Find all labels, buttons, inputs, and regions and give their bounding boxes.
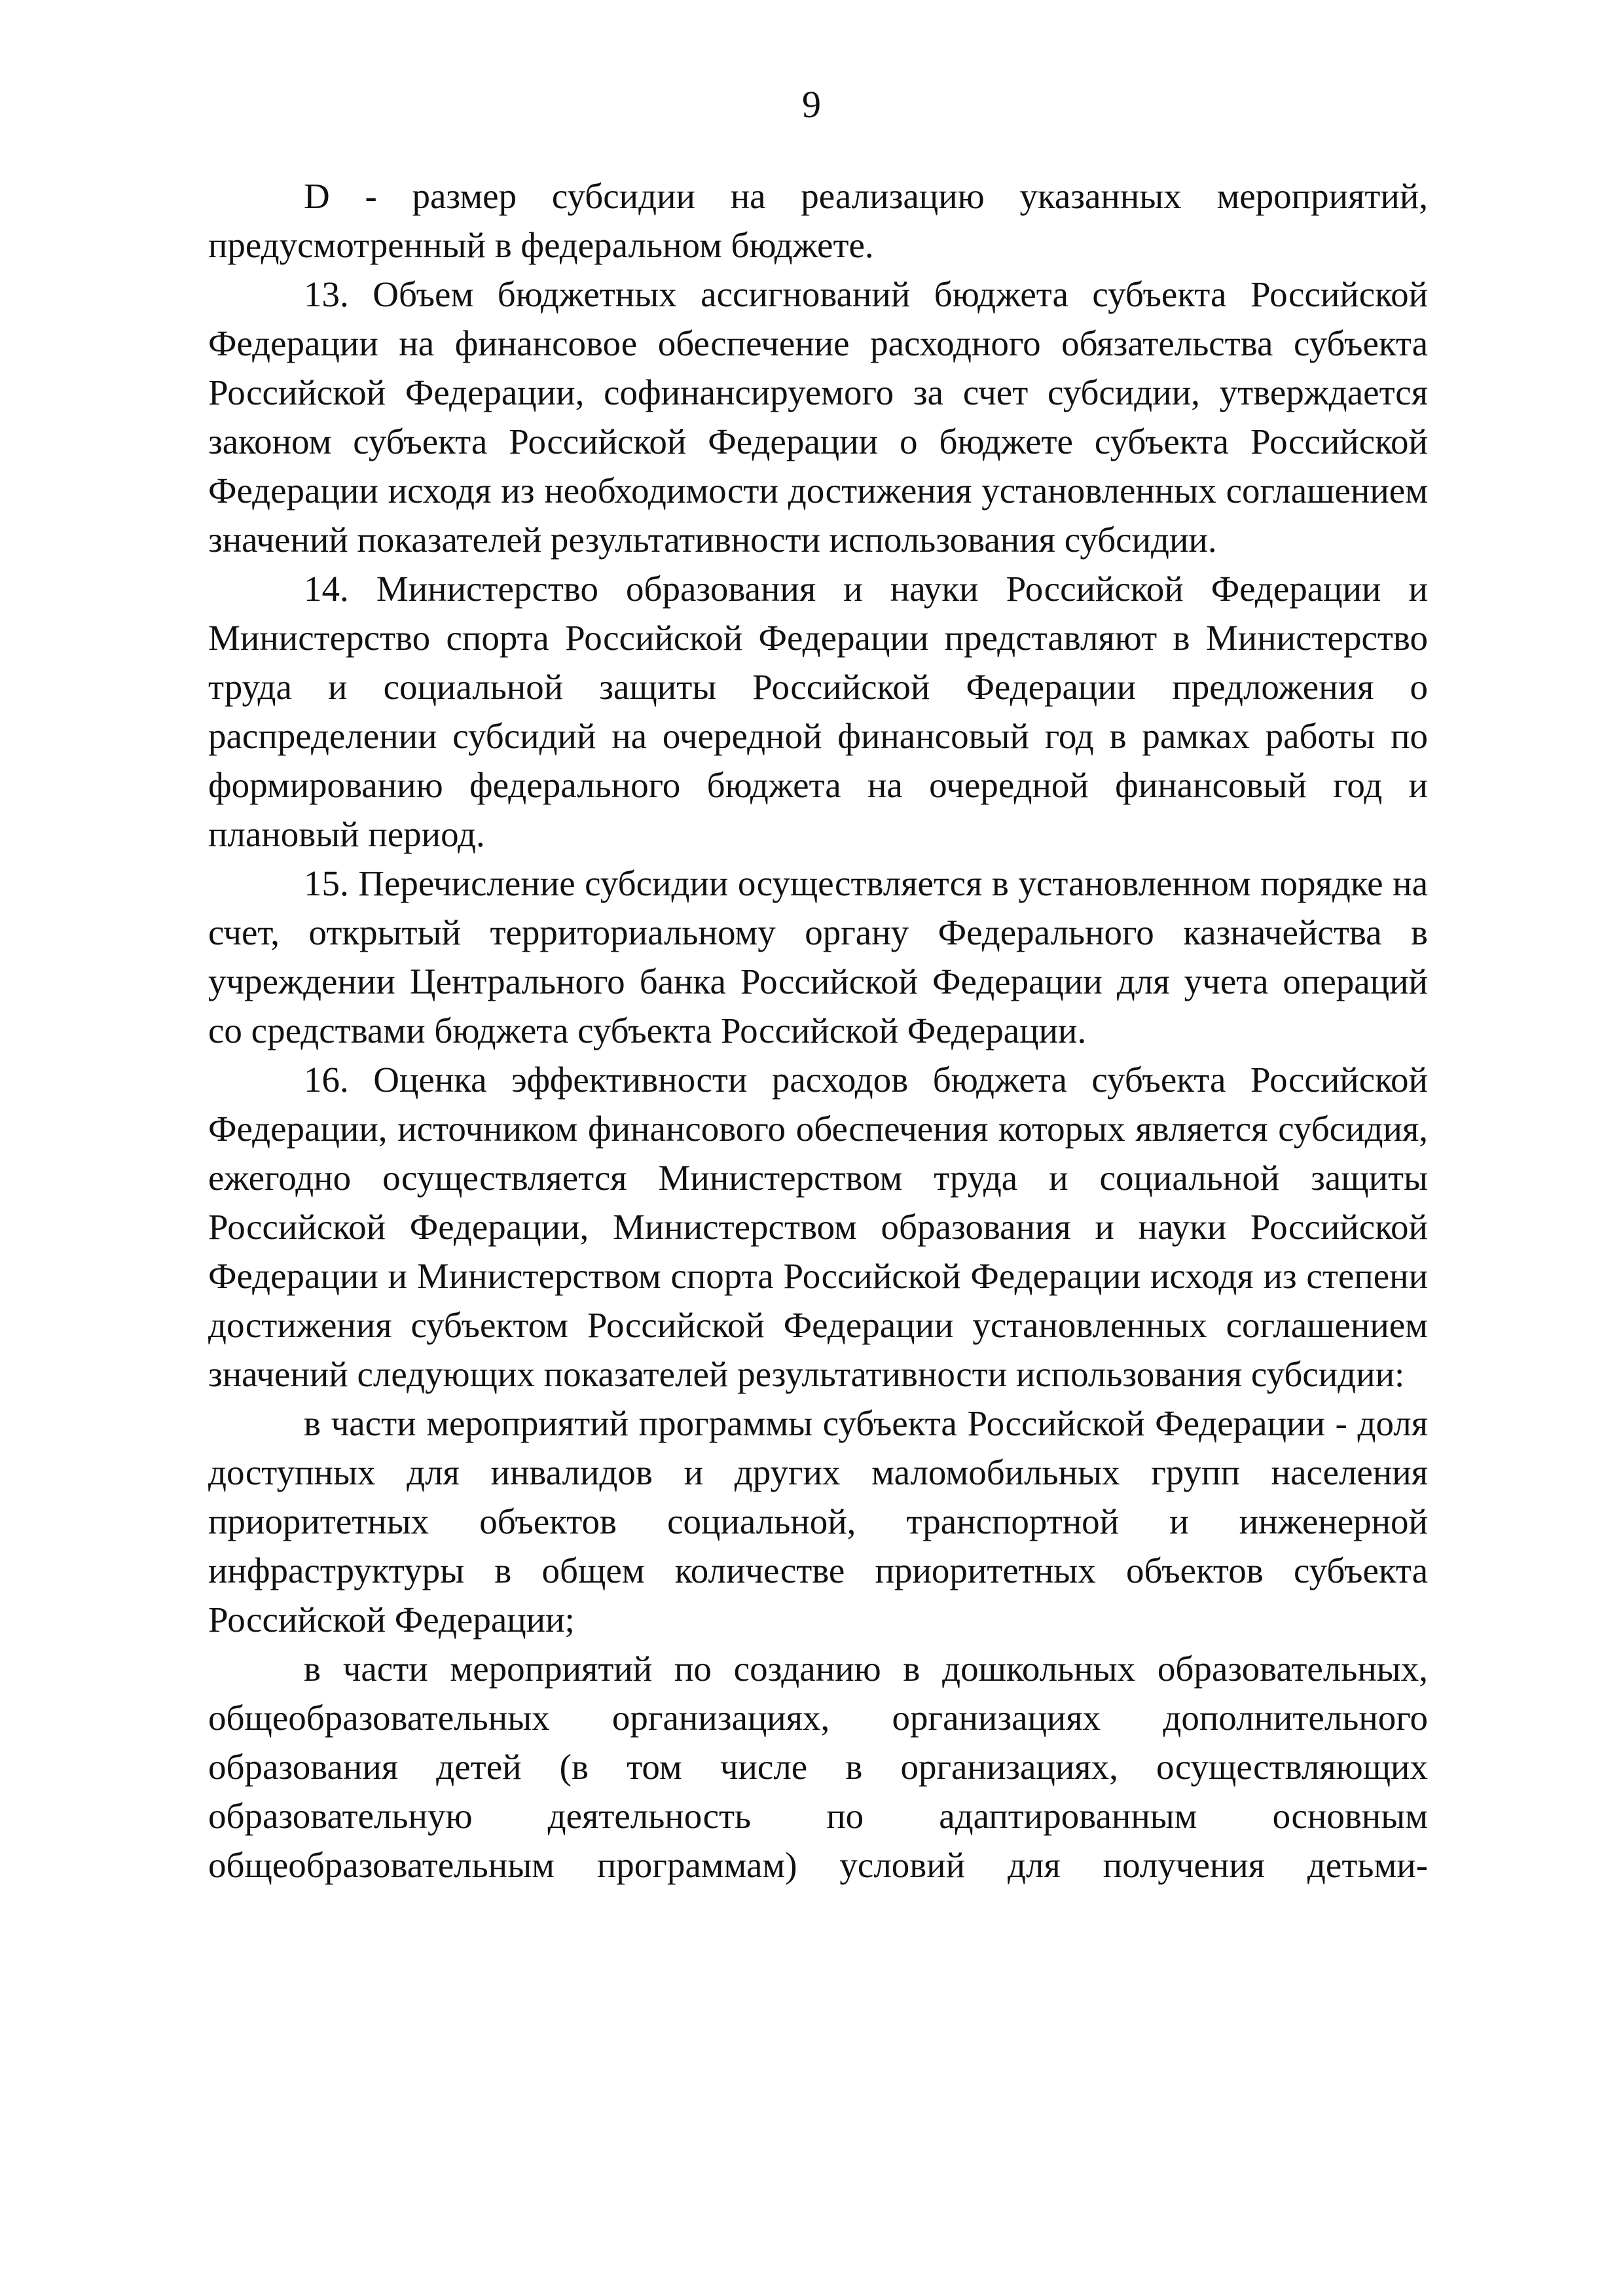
document-body [208, 171, 1428, 1890]
paragraph-16-item-education: в части мероприятий по созданию в дошкольных образовательных, общеобразовательных организациях, организациях дополнительного образования детей (в том числе в организациях, осуществляющих образовательную деятельность по адаптированным основным общеобразовательным программам) условий для получения детьми- [208, 1649, 1428, 1885]
paragraph-16-item-program: в части мероприятий программы субъекта Российской Федерации - доля доступных для инвалидов и других маломобильных групп населения приоритетных объектов социальной, транспортной и инженерной инфраструктуры в общем количестве приоритетных объектов субъекта Российской Федерации; [208, 1403, 1428, 1640]
paragraph-14: 14. Министерство образования и науки Российской Федерации и Министерство спорта Российской Федерации представляют в Министерство труда и социальной защиты Российской Федерации предложения о распределении субсидий на очередной финансовый год в рамках работы по формированию федерального бюджета на очередной финансовый год и плановый период. [208, 569, 1428, 854]
paragraph-13: 13. Объем бюджетных ассигнований бюджета субъекта Российской Федерации на финансовое обеспечение расходного обязательства субъекта Российской Федерации, софинансируемого за счет субсидии, утверждается законом субъекта Российской Федерации о бюджете субъекта Российской Федерации исходя из необходимости достижения установленных соглашением значений показателей результативности использования субсидии. [208, 274, 1428, 560]
page-number: 9 [802, 83, 821, 126]
paragraph-d-definition: D - размер субсидии на реализацию указанных мероприятий, предусмотренный в федеральном бюджете. [208, 176, 1428, 265]
paragraph-15: 15. Перечисление субсидии осуществляется в установленном порядке на счет, открытый территориальному органу Федерального казначейства в учреждении Центрального банка Российской Федерации для учета операций со средствами бюджета субъекта Российской Федерации. [208, 863, 1428, 1050]
paragraph-16: 16. Оценка эффективности расходов бюджета субъекта Российской Федерации, источником финансового обеспечения которых является субсидия, ежегодно осуществляется Министерством труда и социальной защиты Российской Федерации, Министерством образования и науки Российской Федерации и Министерством спорта Российской Федерации исходя из степени достижения субъектом Российской Федерации установленных соглашением значений следующих показателей результативности использования субсидии: [208, 1060, 1428, 1394]
